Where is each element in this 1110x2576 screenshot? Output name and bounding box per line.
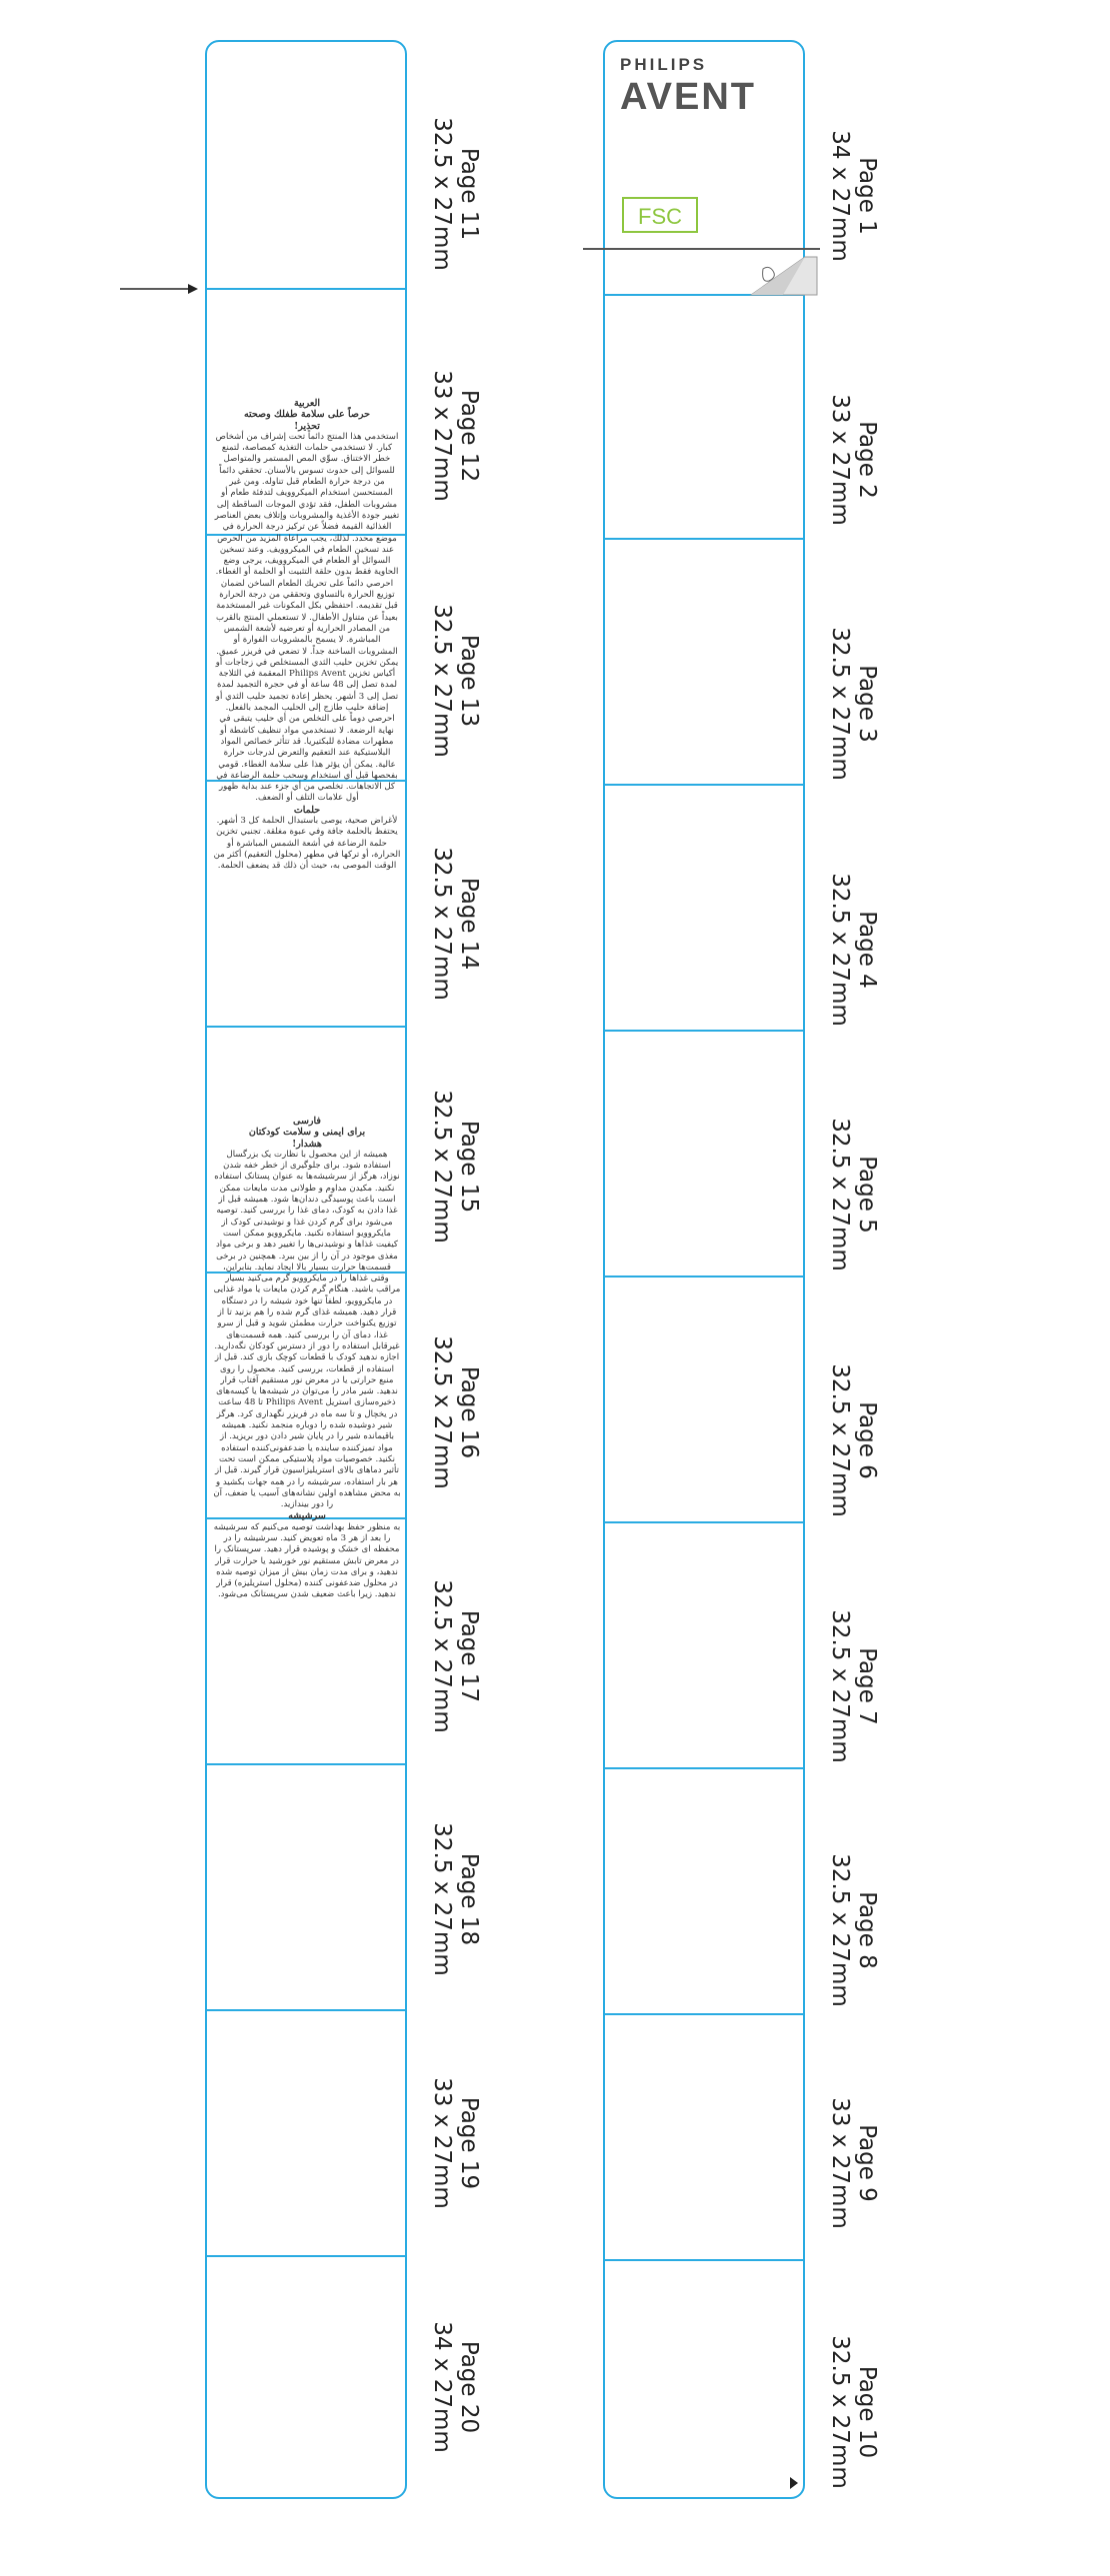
arabic-language-title: العربية <box>294 398 320 409</box>
page-number: Page 19 <box>456 2096 482 2190</box>
page-fold <box>207 288 405 290</box>
page-number: Page 1 <box>854 157 880 235</box>
page-number: Page 10 <box>854 2365 880 2459</box>
fsc-logo: FSC <box>622 197 698 233</box>
page-number: Page 7 <box>854 1647 880 1725</box>
page-dimensions: 34 x 27mm <box>429 2321 455 2453</box>
farsi-body-text: همیشه از این محصول با نظارت یک بزرگسال استفاده شود. برای جلوگیری از خطر خفه شدن نوزاد، هرگز از سرشیشه‌ها به عنوان پستانک استفاده نکنید. مکیدن مداوم و طولانی مدت مایعات ممکن است باعث پوسیدگی دندان‌ها شود. همیشه قبل از غذا دادن به کودک، دمای غذا را بررسی کنید. توصیه می‌شود برای گرم کردن غذا و نوشیدنی کودک از مایکروویو استفاده نکنید. مایکروویو ممکن است کیفیت غذاها و نوشیدنی‌ها را تغییر دهد و برخی مواد مغذی موجود در آن را از بین ببرد. همچنین در برخی قسمت‌ها حرارت بسیار بالا ایجاد نماید. بنابراین، وقتی غذاها را در مایکروویو گرم می‌کنید بسیار مراقب باشید. هنگام گرم کردن مایعات یا مواد غذایی در مایکروویو، لطفاً تنها خود شیشه را در دستگاه قرار دهید. همیشه غذای گرم شده را هم بزنید تا از توزیع یکنواخت حرارت مطمئن شوید و قبل از سرو غذا، دمای آن را بررسی کنید. همه قسمت‌های غیرقابل استفاده را دور از دسترس کودکان نگه‌دارید. اجازه ندهید کودک با قطعات کوچک بازی کند. قبل از استفاده از قطعات، بررسی کنید. محصول را روی منبع حرارتی یا در معرض نور مستقیم آفتاب قرار ندهید. شیر مادر را می‌توان در شیشه‌ها یا کیسه‌های ذخیره‌سازی استریل Philips Avent تا 48 ساعت در یخچال و تا سه ماه در فریزر نگهداری کرد. هرگز شیر دوشیده شده را دوباره منجمد نکنید. همیشه باقیمانده شیر را در پایان شیر دادن دور بریزید. از مواد تمیزکننده ساینده یا ضدعفونی‌کننده استفاده نکنید. خصوصیات مواد پلاستیکی ممکن است تحت تأثیر دماهای بالای استریلیزاسیون قرار گیرند. قبل از هر بار استفاده، سرشیشه را در همه جهات بکشید و به محض مشاهده اولین نشانه‌های آسیب یا ضعف، آن را دور بیندازید. <box>213 1149 401 1510</box>
page-fold <box>605 1030 803 1032</box>
page-dimensions: 32.5 x 27mm <box>429 117 455 271</box>
page-label <box>826 1566 880 1806</box>
page-number: Page 3 <box>854 665 880 743</box>
page-dimensions: 32.5 x 27mm <box>429 1335 455 1489</box>
page-label <box>428 1536 482 1776</box>
page-dimensions: 32.5 x 27mm <box>429 1822 455 1976</box>
page-label <box>826 1810 880 2050</box>
farsi-warning: هشدار! <box>292 1138 322 1150</box>
page-dimensions: 33 x 27mm <box>827 2097 853 2229</box>
avent-wordmark: AVENT <box>620 76 756 118</box>
philips-wordmark: PHILIPS <box>620 55 708 74</box>
farsi-nipples-text: به منظور حفظ بهداشت توصیه می‌کنیم که سرشیشه را بعد از هر 3 ماه تعویض کنید. سرشیشه را در محفظه ای خشک و پوشیده قرار دهید. سرپستانک را در معرض تابش مستقیم نور خورشید یا حرارت قرار ندهید، و برای مدت زمان بیش از میزان توصیه شده در محلول ضدعفونی کننده (محلول استریلیزه) قرار ندهید. زیرا باعث ضعیف شدن سرپستانک می‌شود. <box>213 1521 401 1600</box>
page-fold <box>207 1026 405 1028</box>
page-fold <box>605 2259 803 2261</box>
arabic-nipples-text: لأغراض صحية، يوصى باستبدال الحلمة كل 3 أشهر. يحتفظ بالحلمة جافة وفي عبوة مغلقة. تجنبي تخزين حلمة الرضاعة في أشعة الشمس المباشرة أو الحرارة، أو تركها في مطهر (محلول التعقيم) أكثر من الوقت الموصى به، حيث أن ذلك قد يضعف الحلمة. <box>213 815 401 872</box>
page-label <box>428 2023 482 2263</box>
page-dimensions: 32.5 x 27mm <box>827 1853 853 2007</box>
arrow-right-icon <box>120 283 198 295</box>
page-fold <box>207 1763 405 1765</box>
page-fold <box>605 1276 803 1278</box>
page-label <box>428 74 482 314</box>
page-fold <box>605 538 803 540</box>
page-label <box>428 1779 482 2019</box>
page-number: Page 8 <box>854 1891 880 1969</box>
page-label <box>428 316 482 556</box>
page-fold <box>207 2009 405 2011</box>
page-dimensions: 32.5 x 27mm <box>429 1090 455 1244</box>
page-number: Page 17 <box>456 1609 482 1703</box>
page-number: Page 16 <box>456 1365 482 1459</box>
page-number: Page 14 <box>456 877 482 971</box>
page-label <box>428 2267 482 2507</box>
page-label <box>826 584 880 824</box>
page-number: Page 2 <box>854 421 880 499</box>
page-dimensions: 34 x 27mm <box>827 130 853 262</box>
page-fold <box>605 2013 803 2015</box>
page-number: Page 11 <box>456 147 482 241</box>
page-label <box>826 76 880 316</box>
arabic-nipples-heading: حلمات <box>293 804 321 816</box>
cover-strip <box>603 40 805 2499</box>
page-dimensions: 32.5 x 27mm <box>827 627 853 781</box>
triangle-marker-icon <box>790 2477 798 2489</box>
farsi-nipples-heading: سرشیشه <box>288 1510 326 1522</box>
brand-logo <box>620 55 756 117</box>
page-dimensions: 32.5 x 27mm <box>429 604 455 758</box>
page-label <box>826 1075 880 1314</box>
farsi-section <box>213 1116 401 1601</box>
arabic-safety-heading: حرصاً على سلامة طفلك وصحته <box>243 409 371 421</box>
arabic-warning: تحذير! <box>294 420 320 432</box>
page-number: Page 13 <box>456 634 482 728</box>
farsi-language-title: فارسی <box>293 1116 321 1127</box>
page-dimensions: 32.5 x 27mm <box>827 2335 853 2489</box>
page-dimensions: 33 x 27mm <box>429 370 455 502</box>
page-fold <box>605 1521 803 1523</box>
page-number: Page 12 <box>456 389 482 483</box>
page-dimensions: 32.5 x 27mm <box>827 1609 853 1763</box>
page-label <box>826 340 880 580</box>
page-number: Page 4 <box>854 911 880 989</box>
page-label <box>826 2043 880 2283</box>
page-dimensions: 32.5 x 27mm <box>429 847 455 1001</box>
page-dimensions: 33 x 27mm <box>827 394 853 526</box>
page-fold <box>605 784 803 786</box>
page-label <box>428 1292 482 1532</box>
page-dimensions: 32.5 x 27mm <box>429 1579 455 1733</box>
page-number: Page 5 <box>854 1156 880 1234</box>
page-number: Page 18 <box>456 1852 482 1946</box>
page-dimensions: 32.5 x 27mm <box>827 873 853 1027</box>
peel-tab-icon <box>743 255 819 297</box>
farsi-safety-heading: برای ایمنی و سلامت کودکتان <box>248 1127 366 1139</box>
page-number: Page 6 <box>854 1401 880 1479</box>
page-fold <box>207 2255 405 2257</box>
page-label <box>428 561 482 801</box>
page-label <box>826 2292 880 2532</box>
page-fold <box>605 1767 803 1769</box>
page-dimensions: 32.5 x 27mm <box>827 1118 853 1272</box>
page-dimensions: 33 x 27mm <box>429 2077 455 2209</box>
page-number: Page 9 <box>854 2124 880 2202</box>
page-label <box>428 1047 482 1287</box>
page-label <box>826 830 880 1070</box>
page-dimensions: 32.5 x 27mm <box>827 1363 853 1517</box>
arabic-section <box>213 398 401 872</box>
page-number: Page 20 <box>456 2340 482 2434</box>
cut-line <box>583 248 820 250</box>
page-label <box>826 1320 880 1560</box>
arabic-body-text: استخدمي هذا المنتج دائماً تحت إشراف من أشخاص كبار. لا تستخدمي حلمات التغذية كمصاصة، لتمنع خطر الاختناق. سوِّي المص المستمر والمتواصل للسوائل إلى حدوث تسوس بالأسنان. تحققي دائماً من درجة حرارة الطعام قبل تناوله. ومن غير المستحسن استخدام الميكروويف لتدفئة طعام أو مشروبات الطفل، فقد تؤدي الموجات الساقطة إلى تغيير جودة الأغذية والمشروبات وإتلاف بعض العناصر الغذائية القيمة فضلاً عن تركيز درجة الحرارة في موضع محدد. لذلك، يجب مراعاة المزيد من الحرص عند تسخين الطعام في الميكروويف. وعند تسخين السوائل أو الطعام في الميكروويف، يرجى وضع الحاوية فقط بدون حلقة التثبيت أو الحلمة أو الغطاء. احرصي دائماً على تحريك الطعام الساخن لضمان توزيع الحرارة بالتساوي وتحققي من درجة الحرارة قبل تقديمه. احتفظي بكل المكونات غير المستخدمة بعيداً عن متناول الأطفال. لا تستعملي المنتج بالقرب من المصادر الحرارية أو تعرضيه لأشعة الشمس المباشرة. لا يسمح بالمشروبات الفوارة أو المشروبات الساخنة جداً. لا تضعي في فريزر عميق. يمكن تخزين حليب الثدي المستخلص في زجاجات أو أكياس تخزين Philips Avent المعقمة في الثلاجة لمدة تصل إلى 48 ساعة أو في حجرة التجميد لمدة تصل إلى 3 أشهر. يحظر إعادة تجميد حليب الثدي أو إضافة حليب طازج إلى الحليب المجمد بالفعل. احرصي دوماً على التخلص من أي حليب يتبقى في نهاية الرضعة. لا تستخدمي مواد تنظيف كاشطة أو مطهرات مضادة للبكتيريا. قد تتأثر خصائص المواد البلاستيكية عند التعقيم والتعرض لدرجات حرارة عالية. يمكن أن يؤثر هذا على سلامة الغطاء. قومي بفحصها قبل أي استخدام وسحب حلمة الرضاعة في كل الاتجاهات. تخلصي من أي جزء عند بداية ظهور أول علامات التلف أو الضعف. <box>214 431 400 804</box>
page-label <box>428 804 482 1044</box>
page-number: Page 15 <box>456 1120 482 1214</box>
